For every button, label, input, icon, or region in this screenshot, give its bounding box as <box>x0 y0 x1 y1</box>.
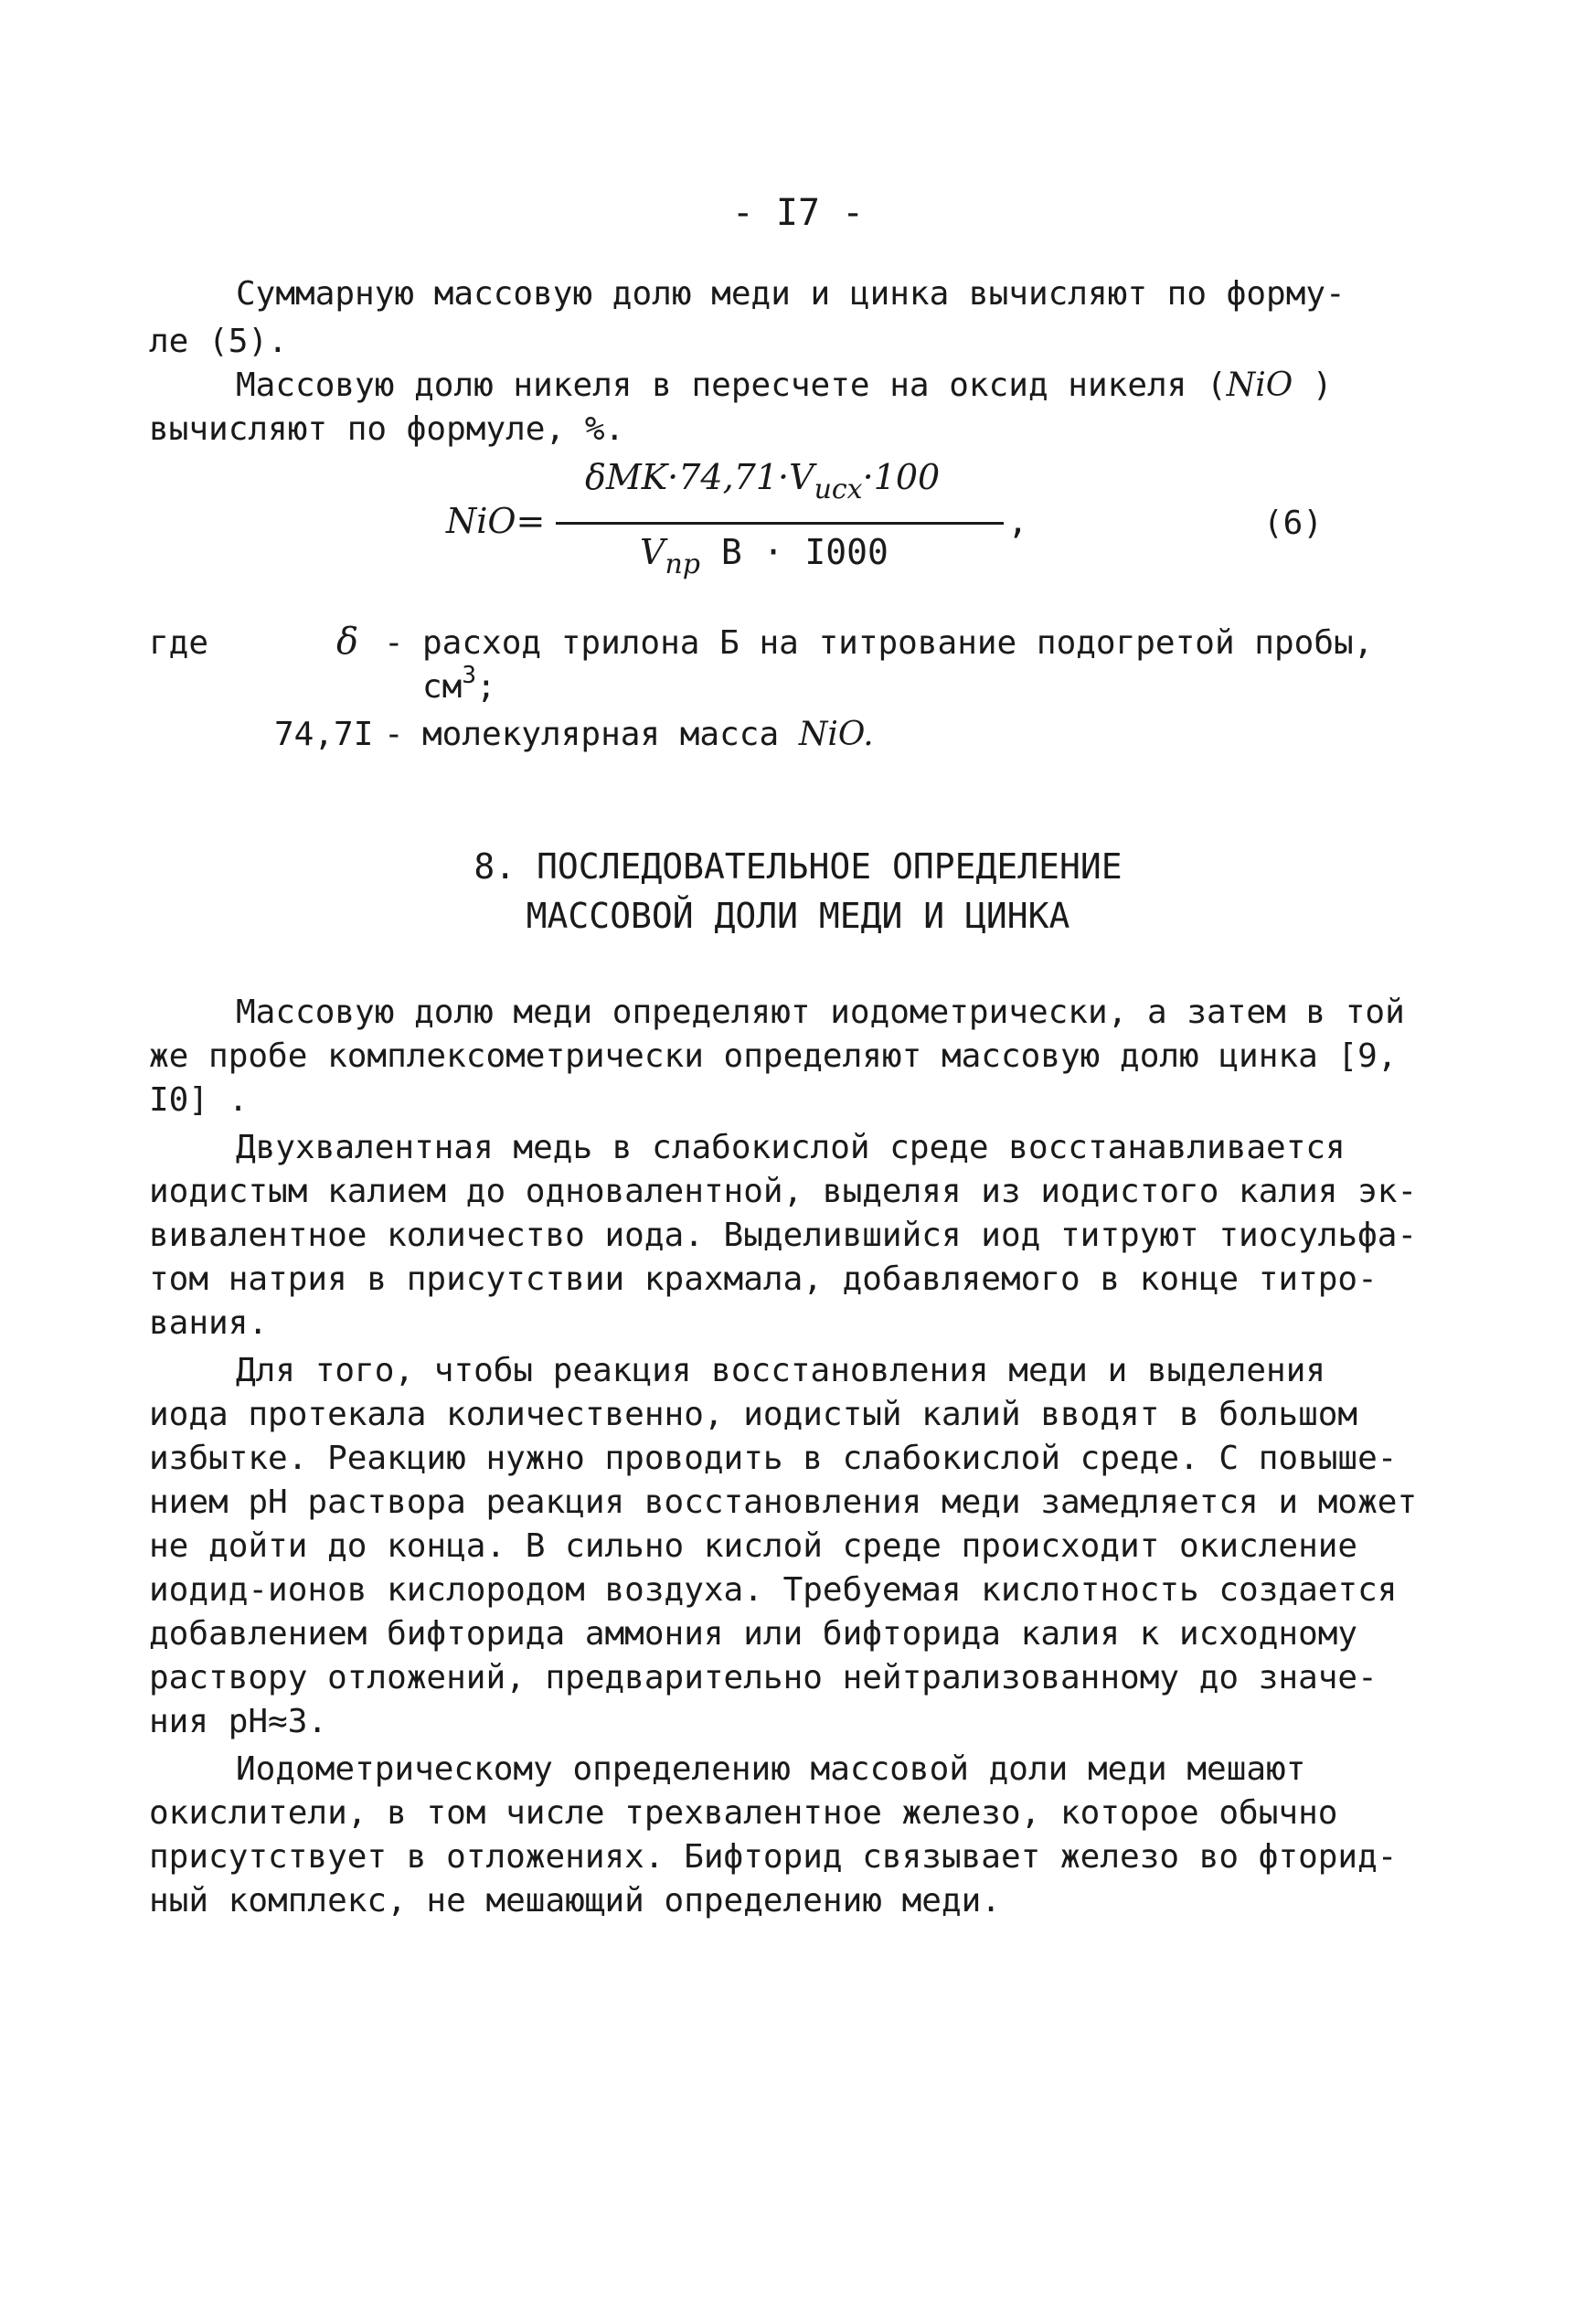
para1-line-1: Массовую долю меди определяют иодометрически, а затем в той <box>236 994 1405 1031</box>
formula-comma: , <box>1007 501 1028 541</box>
section-title-line-2: МАССОВОЙ ДОЛИ МЕДИ И ЦИНКА <box>526 896 1070 936</box>
intro-line-2: ле (5). <box>149 323 288 360</box>
formula-numerator: $\delta MK\cdot 74,71\cdot V_{исх}\cdot 100$ <box>585 457 941 505</box>
para3-line-9: ния pH≈3. <box>149 1703 328 1740</box>
para3-line-5: не дойти до конца. В сильно кислой среде происходит окисление <box>149 1527 1358 1565</box>
para3-line-3: избытке. Реакцию нужно проводить в слабокислой среде. С повыше- <box>149 1440 1398 1477</box>
para3-line-8: раствору отложений, предварительно нейтрализованному до значе- <box>149 1659 1378 1696</box>
where-symbol-mass: 74,7I <box>274 716 374 753</box>
para1-line-2: же пробе комплексометрически определяют массовую долю цинка [9, <box>149 1037 1398 1075</box>
intro-line-4: вычисляют по формуле, %. <box>149 410 625 448</box>
para2-line-1: Двухвалентная медь в слабокислой среде восстанавливается <box>236 1129 1346 1166</box>
para2-line-3: вивалентное количество иода. Выделившийся иод титруют тиосульфа- <box>149 1217 1418 1254</box>
para4-line-3: присутствует в отложениях. Бифторид связывает железо во фторид- <box>149 1838 1398 1876</box>
para4-line-2: окислители, в том числе трехвалентное железо, которое обычно <box>149 1794 1338 1832</box>
para2-line-4: том натрия в присутствии крахмала, добавляемого в конце титро- <box>149 1260 1378 1298</box>
where-def-1-line-1: расход трилона Б на титрование подогретой пробы, <box>422 624 1374 662</box>
section-title-line-1: 8. ПОСЛЕДОВАТЕЛЬНОЕ ОПРЕДЕЛЕНИЕ <box>473 846 1123 887</box>
para3-line-7: добавлением бифторида аммония или бифторида калия к исходному <box>149 1615 1358 1653</box>
where-dash-1: - <box>384 624 404 662</box>
page-number: - I7 - <box>731 192 865 234</box>
formula-lhs: NiO= <box>446 501 546 541</box>
para2-line-2: иодистым калием до одновалентной, выделяя из иодистого калия эк- <box>149 1173 1418 1210</box>
intro-line-3: Массовую долю никеля в пересчете на оксид никеля (NiO ) <box>236 367 1333 404</box>
where-label: где <box>149 624 209 662</box>
para1-line-3: I0] . <box>149 1081 249 1119</box>
fraction-bar <box>556 522 1004 525</box>
para2-line-5: вания. <box>149 1304 269 1342</box>
para3-line-2: иода протекала количественно, иодистый калий вводят в большом <box>149 1396 1358 1433</box>
formula-denominator: $V_{пр}$ B · I000 <box>640 532 888 580</box>
para4-line-4: ный комплекс, не мешающий определению меди. <box>149 1882 1001 1919</box>
intro-line-1: Суммарную массовую долю меди и цинка вычисляют по форму- <box>236 275 1346 313</box>
where-symbol-delta: δ <box>336 621 359 663</box>
para3-line-6: иодид-ионов кислородом воздуха. Требуемая кислотность создается <box>149 1571 1398 1609</box>
where-def-2: молекулярная масса NiO. <box>422 716 874 753</box>
para3-line-1: Для того, чтобы реакция восстановления меди и выделения <box>236 1352 1326 1389</box>
where-dash-2: - <box>384 716 404 753</box>
para4-line-1: Иодометрическому определению массовой доли меди мешают <box>236 1750 1306 1788</box>
where-def-1-line-2: $см^3$; <box>422 662 496 706</box>
para3-line-4: нием pH раствора реакция восстановления меди замедляется и может <box>149 1483 1418 1521</box>
formula-number: (6) <box>1263 505 1324 542</box>
